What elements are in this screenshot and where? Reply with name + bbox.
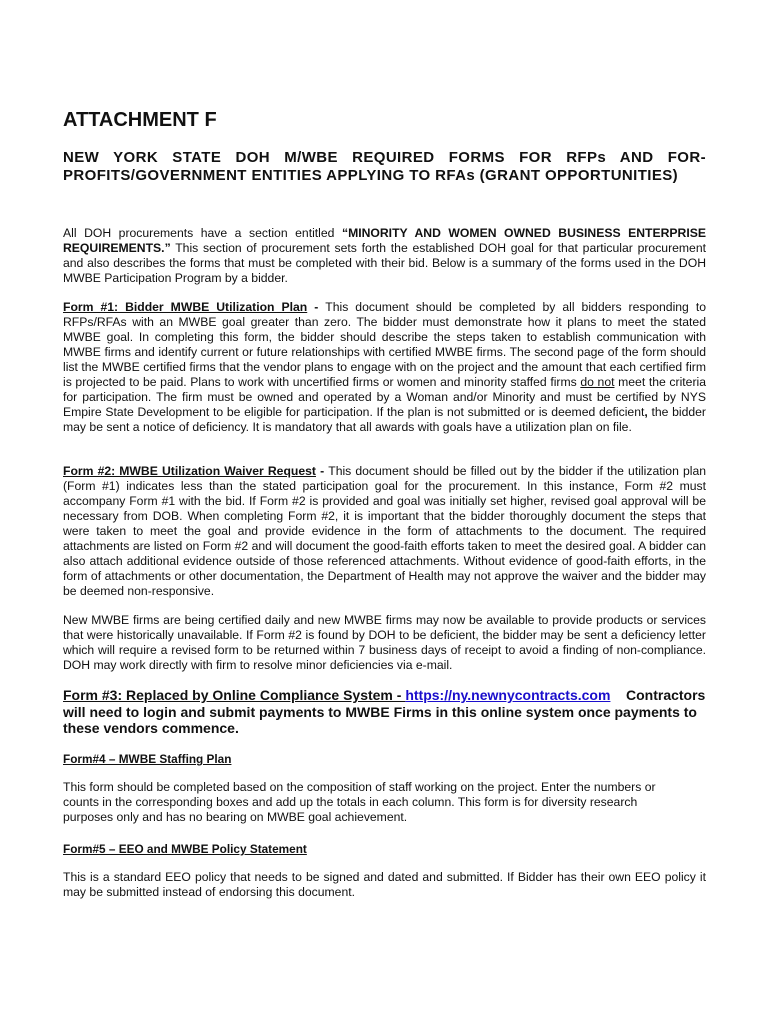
form4-heading: Form#4 – MWBE Staffing Plan — [63, 752, 232, 766]
form4-paragraph: This form should be completed based on the composition of staff working on the project. Enter the numbers or counts in the corresponding boxes and add up the totals in each column. This form is for diversity research purposes only and has no bearing on MWBE goal achievement. — [63, 780, 656, 824]
form1-dash: - — [307, 300, 326, 314]
form5-paragraph: This is a standard EEO policy that needs to be signed and dated and submitted. If Bidder has their own EEO policy it may be submitted instead of endorsing this document. — [63, 870, 706, 899]
intro-text-rest: This section of procurement sets forth the established DOH goal for that particular procurement and also describes the forms that must be completed with their bid. Below is a summary of the forms used in the DOH MWBE Participation Program by a bidder. — [63, 241, 706, 285]
form1-paragraph — [63, 300, 706, 435]
form2-label: Form #2: MWBE Utilization Waiver Request — [63, 464, 316, 478]
form3-label: Form #3: Replaced by Online Compliance System - — [63, 687, 406, 703]
form1-do-not: do not — [580, 375, 615, 389]
form2-paragraph — [63, 464, 706, 599]
document-title: ATTACHMENT F — [63, 109, 217, 131]
intro-paragraph — [63, 226, 706, 286]
form3-text: Contractors will need to login and submit payments to MWBE Firms in this online system once payments to these vendors commence. — [63, 687, 710, 736]
intro-text: All DOH procurements have a section entitled — [63, 226, 342, 240]
form5-heading: Form#5 – EEO and MWBE Policy Statement — [63, 842, 307, 856]
compliance-system-link[interactable]: https://ny.newnycontracts.com — [405, 687, 611, 703]
form1-text: This document should be completed by all bidders responding to RFPs/RFAs with an MWBE goal greater than zero. The bidder must demonstrate how it plans to meet the stated MWBE goal. In completing this form, the bidder should describe the steps taken to establish communication with MWBE firms and identify current or future relationships with certified MWBE firms. The second page of the form should list the MWBE certified firms that the vendor plans to engage with on the project and the amount that each certified firm is projected to be paid. Plans to work with uncertified firms or women and minority staffed firms — [63, 300, 706, 389]
new-mwbe-paragraph: New MWBE firms are being certified daily and new MWBE firms may now be available to provide products or services that were historically unavailable. If Form #2 is found by DOH to be deficient, the bidder may be sent a deficiency letter which will require a revised form to be returned within 7 business days of receipt to avoid a finding of non-compliance. DOH may work directly with firm to resolve minor deficiencies via e-mail. — [63, 613, 706, 672]
form1-label: Form #1: Bidder MWBE Utilization Plan — [63, 300, 308, 314]
form1-comma: , — [644, 405, 648, 419]
intro-section-name: “MINORITY AND WOMEN OWNED BUSINESS ENTERPRISE REQUIREMENTS.” — [63, 226, 706, 255]
form2-dash: - — [315, 464, 329, 478]
form1-text-3: the bidder may be sent a notice of deficiency. It is mandatory that all awards with goals have a utilization plan on file. — [63, 405, 706, 434]
form3-paragraph — [63, 687, 710, 737]
form2-text: This document should be filled out by the bidder if the utilization plan (Form #1) indicates less than the stated participation goal for the procurement. In this instance, Form #2 must accompany Form #1 with the bid. If Form #2 is provided and goal was initially set higher, revised goal approval will be necessary from DOB. When completing Form #2, it is important that the bidder thoroughly document the steps that were taken to meet the goal and provide evidence in the form of attachments to the document. The required attachments are listed on Form #2 and will document the good-faith efforts taken to meet the desired goal. A bidder can also attach additional evidence outside of those referenced attachments. Without evidence of good-faith efforts, in the form of attachments or other documentation, the Department of Health may not approve the waiver and the bidder may be deemed non-responsive. — [63, 464, 707, 598]
document-heading: NEW YORK STATE DOH M/WBE REQUIRED FORMS FOR RFPs AND FOR-PROFITS/GOVERNMENT ENTITIES APPLYING TO RFAs (GRANT OPPORTUNITIES) — [63, 149, 706, 184]
form1-text-2: meet the criteria for participation. The firm must be owned and operated by a Woman and/or Minority and must be certified by NYS Empire State Development to be eligible for participation. If the plan is not submitted or is deemed deficient — [63, 375, 706, 419]
